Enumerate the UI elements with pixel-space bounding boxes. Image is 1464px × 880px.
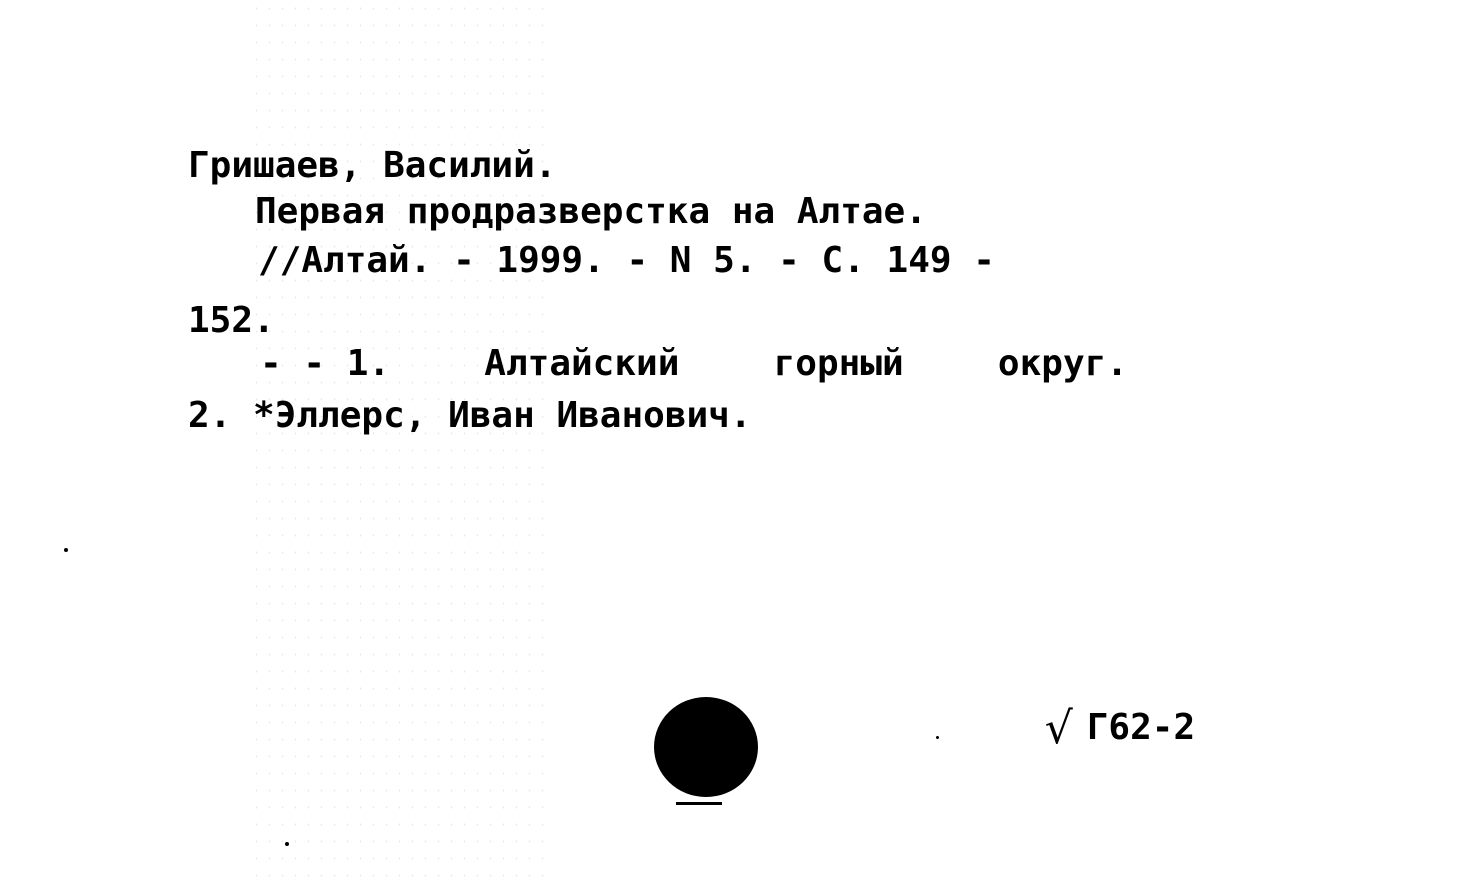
shelf-code: Г62-2 (1086, 707, 1196, 748)
punch-hole-shadow (676, 802, 722, 805)
shelf-mark (958, 662, 1195, 795)
speck (64, 548, 68, 552)
punch-hole (654, 697, 758, 797)
person-subject-line: 2. *Эллерс, Иван Иванович. (188, 395, 752, 436)
speck (936, 736, 939, 739)
source-line: //Алтай. - 1999. - N 5. - С. 149 - (258, 240, 995, 281)
subject-word-2: горный (773, 343, 904, 384)
subject-word-1: Алтайский (484, 343, 680, 384)
speck (285, 842, 289, 846)
check-mark-icon: √ (1044, 703, 1073, 754)
subject-heading-line (188, 343, 1128, 384)
scan-noise (250, 0, 550, 880)
title-line: Первая продразверстка на Алтае. (255, 191, 927, 232)
subject-number: - - 1. (260, 343, 391, 384)
author-line: Гришаев, Василий. (188, 145, 557, 186)
pages-continuation: 152. (188, 300, 275, 341)
subject-word-3: округ. (997, 343, 1128, 384)
